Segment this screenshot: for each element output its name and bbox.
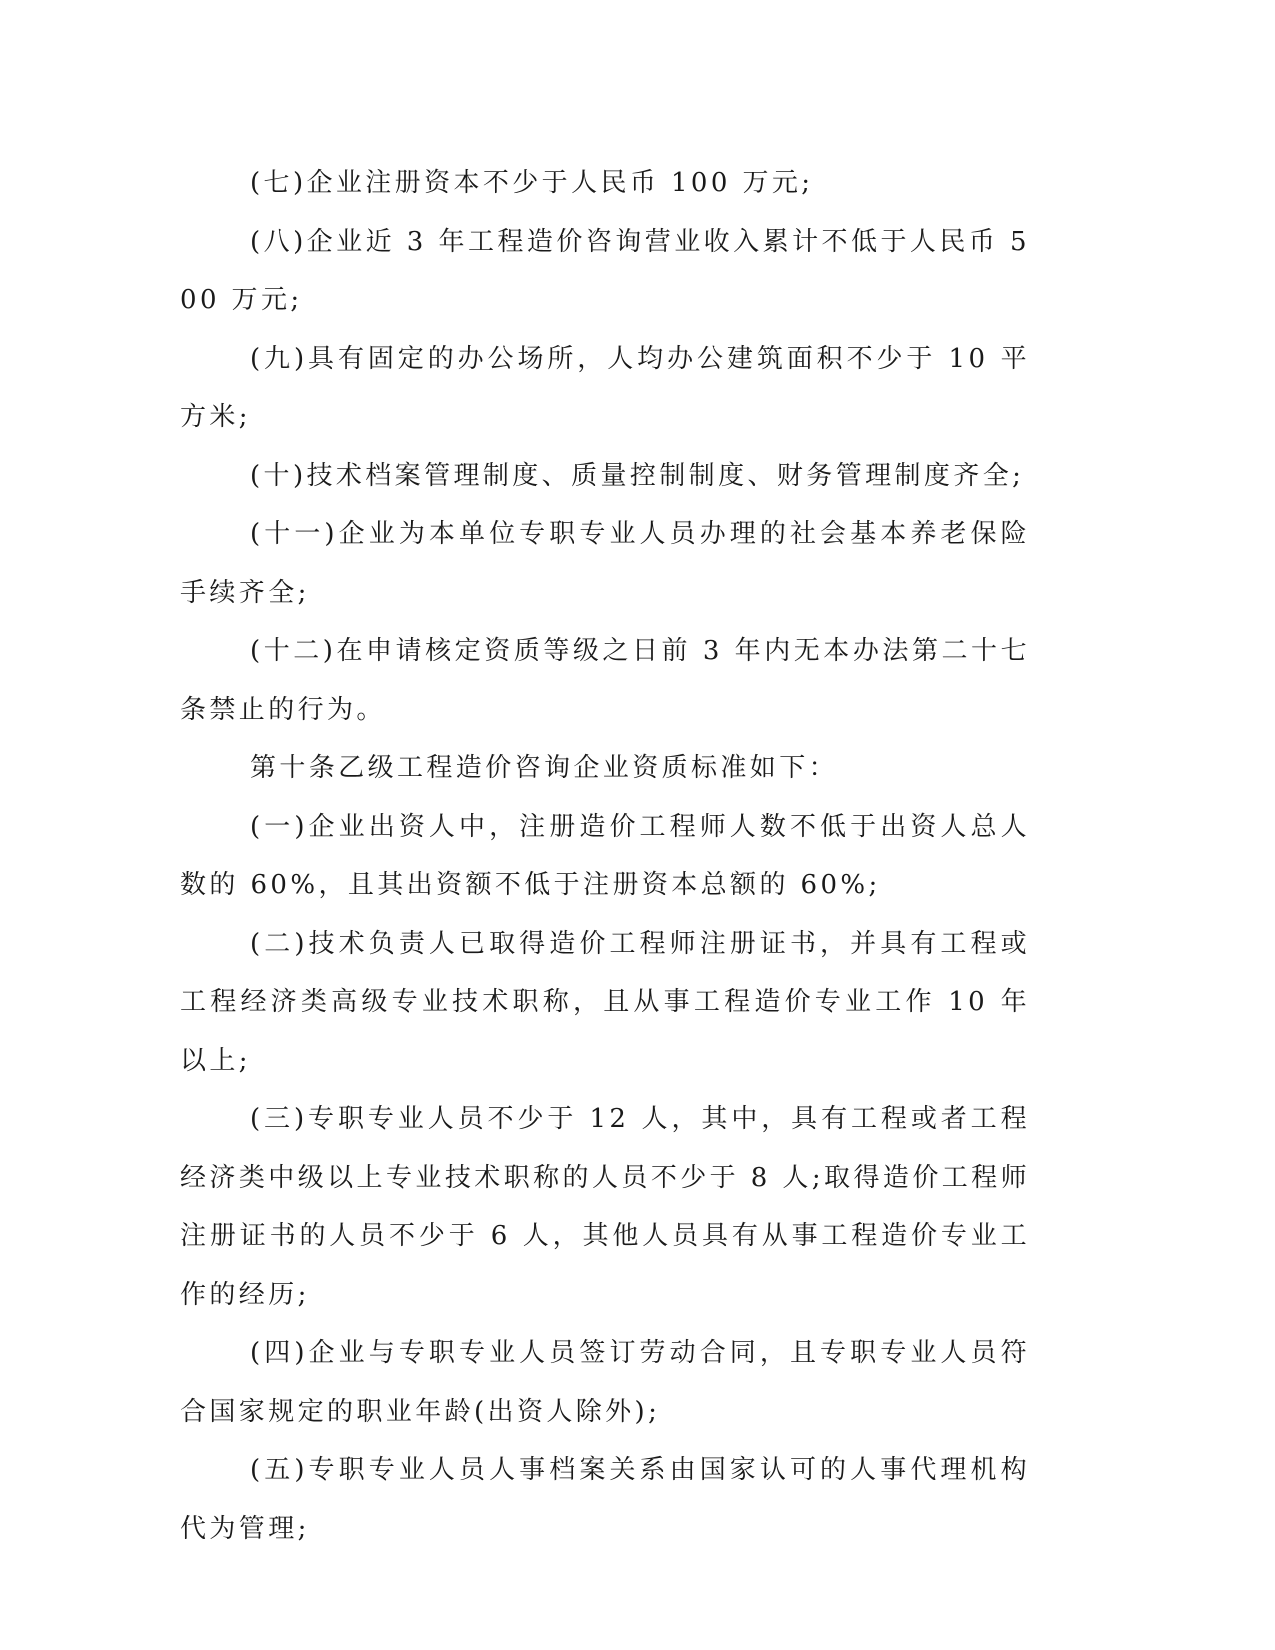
paragraph-item-5: (五)专职专业人员人事档案关系由国家认可的人事代理机构代为管理; — [180, 1455, 1030, 1544]
paragraph-item-12: (十二)在申请核定资质等级之日前 3 年内无本办法第二十七条禁止的行为。 — [180, 636, 1030, 725]
article-10-heading: 第十条乙级工程造价咨询企业资质标准如下： — [250, 753, 839, 783]
paragraph-item-2: (二)技术负责人已取得造价工程师注册证书，并具有工程或工程经济类高级专业技术职称，且从事工程造价专业工作 10 年以上; — [180, 928, 1030, 1076]
paragraph-item-3: (三)专职专业人员不少于 12 人，其中，具有工程或者工程经济类中级以上专业技术职称的人员不少于 8 人;取得造价工程师注册证书的人员不少于 6 人，其他人员具有从事工程造价专业工作的经历; — [180, 1104, 1030, 1310]
paragraph-item-9: (九)具有固定的办公场所，人均办公建筑面积不少于 10 平方米; — [180, 343, 1030, 432]
paragraph-item-7: (七)企业注册资本不少于人民币 100 万元; — [250, 168, 814, 198]
paragraph-item-10: (十)技术档案管理制度、质量控制制度、财务管理制度齐全; — [250, 460, 1025, 491]
paragraph-item-1: (一)企业出资人中，注册造价工程师人数不低于出资人总人数的 60%，且其出资额不低于注册资本总额的 60%; — [180, 811, 1030, 900]
paragraph-item-11: (十一)企业为本单位专职专业人员办理的社会基本养老保险手续齐全; — [180, 519, 1030, 608]
document-body — [180, 154, 1030, 1558]
paragraph-item-4: (四)企业与专职专业人员签订劳动合同，且专职专业人员符合国家规定的职业年龄(出资人除外); — [180, 1338, 1030, 1427]
paragraph-item-8: (八)企业近 3 年工程造价咨询营业收入累计不低于人民币 500 万元; — [180, 226, 1030, 315]
